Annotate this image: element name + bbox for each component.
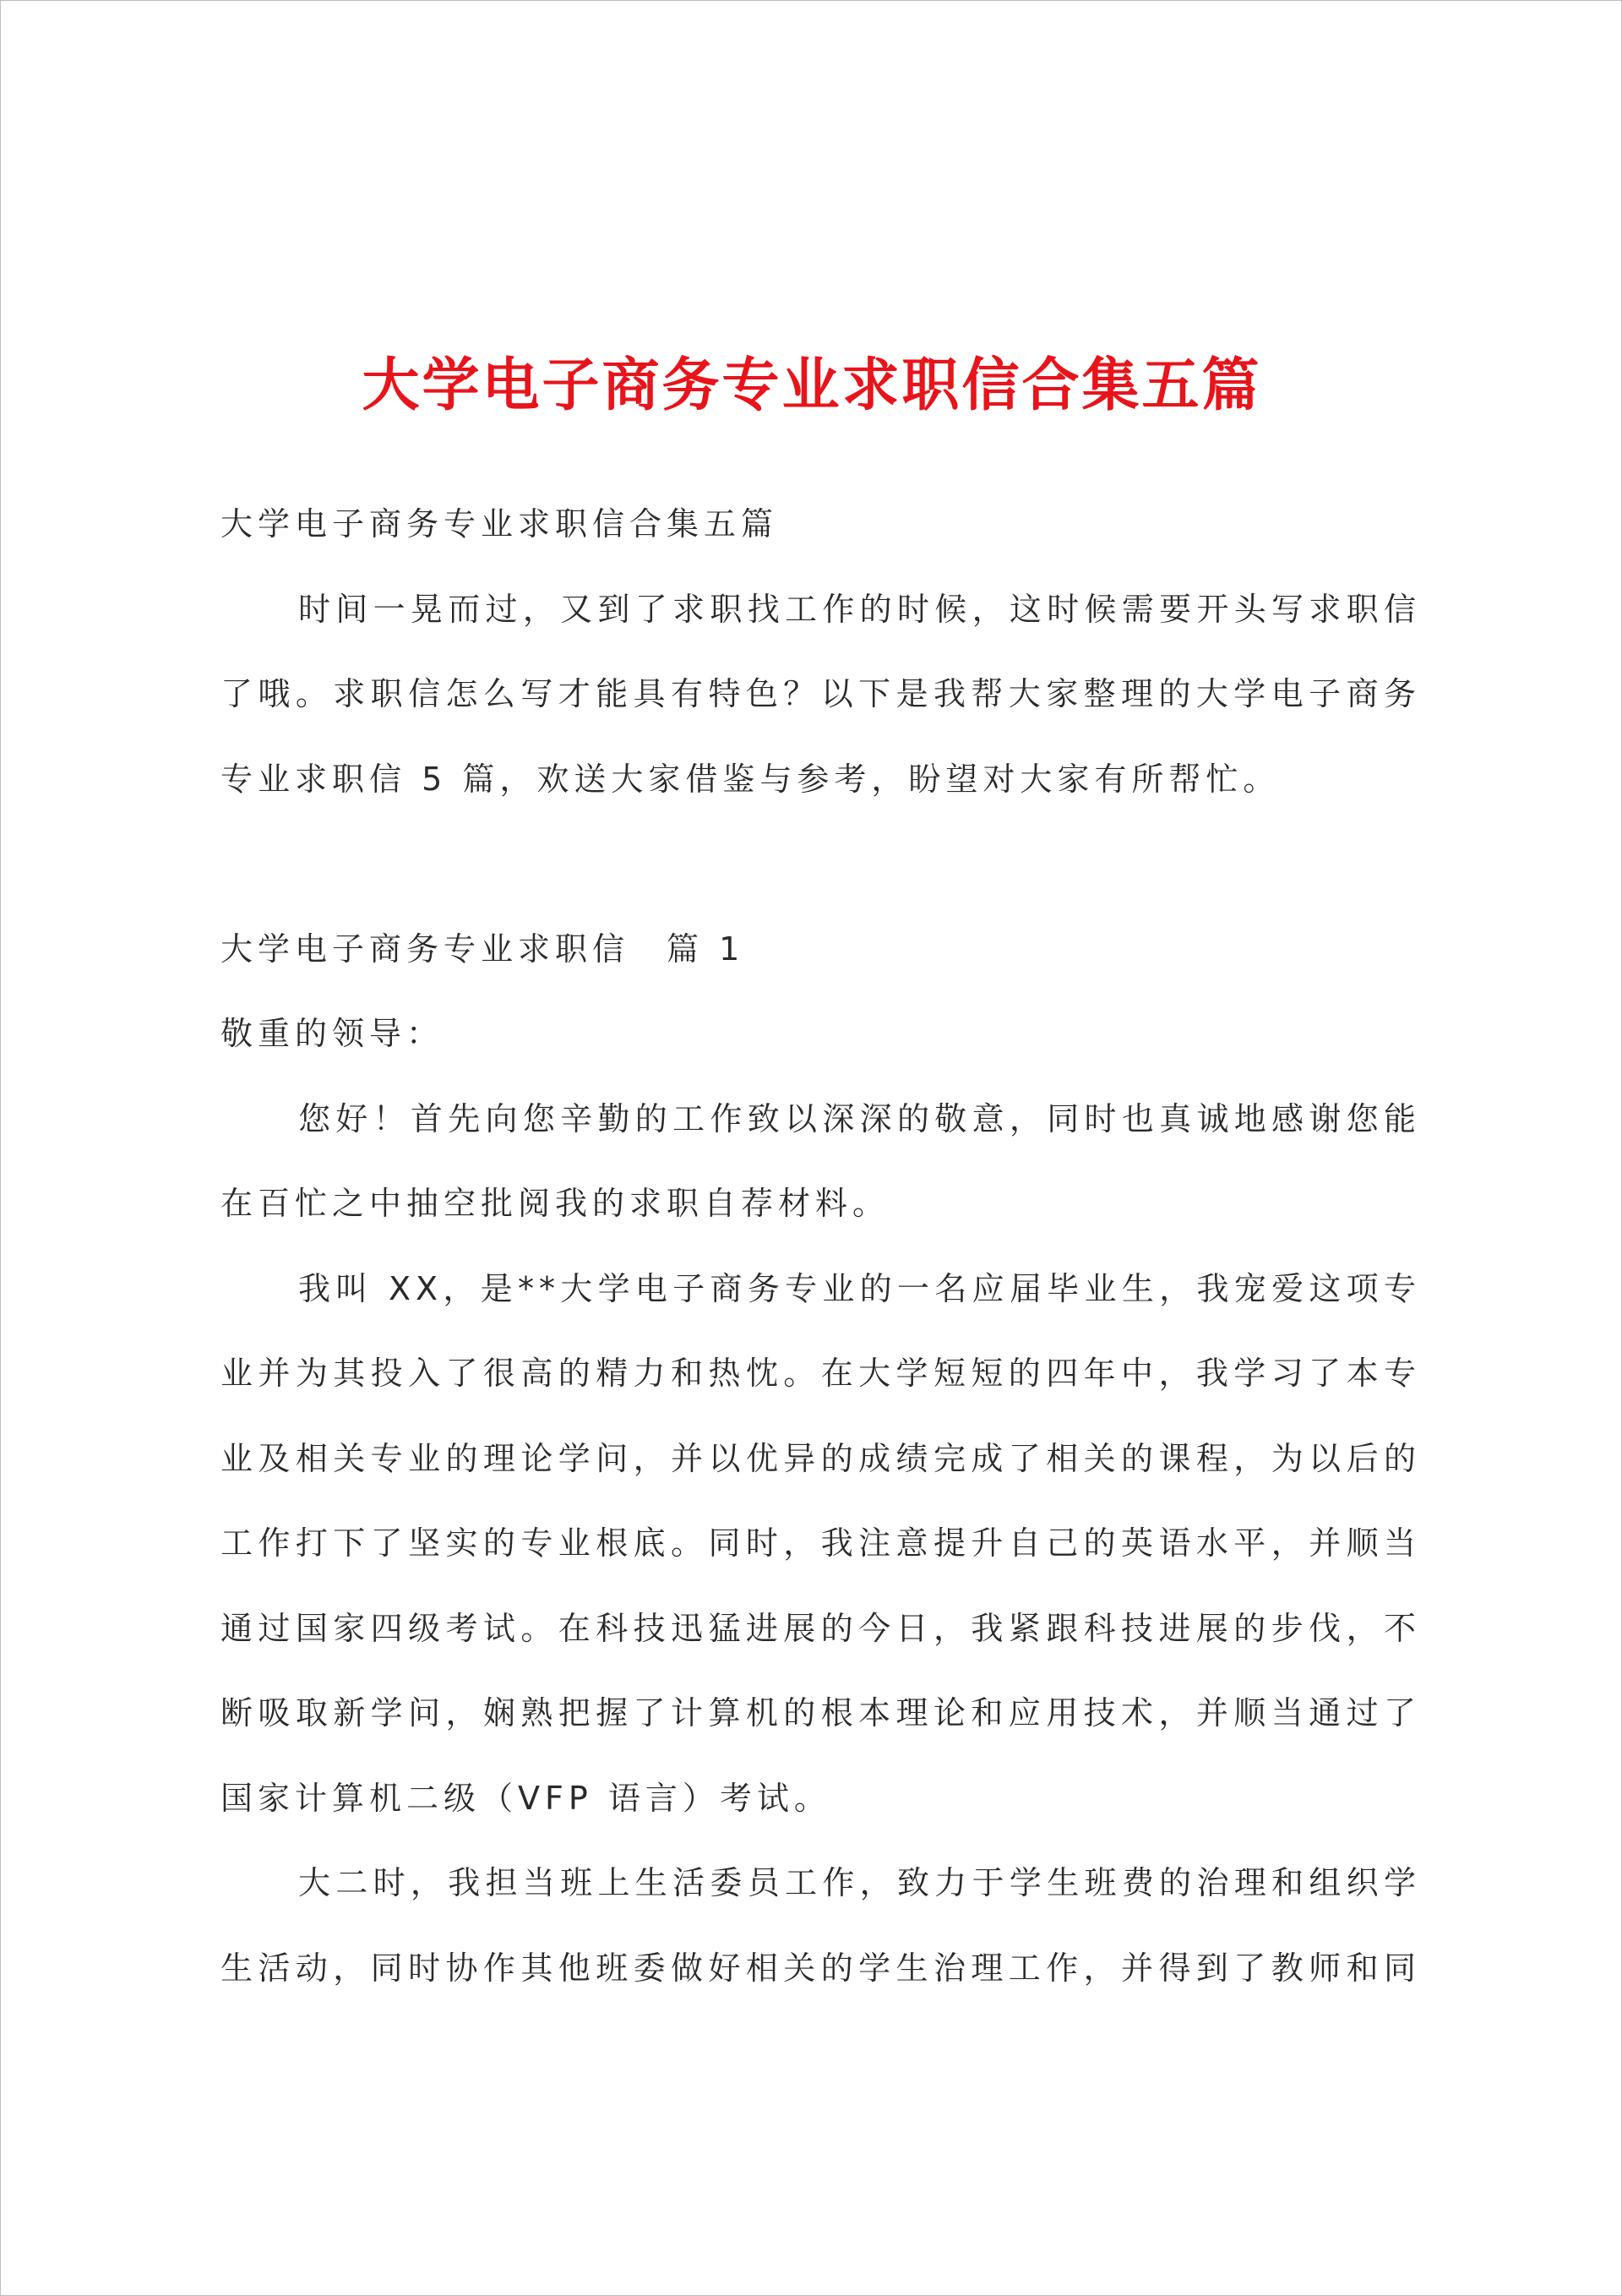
paragraph-line: 您好！首先向您辛勤的工作致以深深的敬意，同时也真诚地感谢您能: [298, 1099, 1421, 1137]
paragraph-line: 工作打下了坚实的专业根底。同时，我注意提升自己的英语水平，并顺当: [220, 1524, 1421, 1562]
spacer: [220, 821, 1421, 907]
document-subtitle: 大学电子商务专业求职信合集五篇: [220, 505, 779, 543]
document-body: [220, 482, 1421, 2010]
paragraph-line: 断吸取新学问，娴熟把握了计算机的根本理论和应用技术，并顺当通过了: [220, 1694, 1421, 1732]
paragraph-line: 业并为其投入了很高的精力和热忱。在大学短短的四年中，我学习了本专: [220, 1355, 1421, 1392]
document-title: 大学电子商务专业求职信合集五篇: [362, 352, 1262, 419]
paragraph-line: 生活动，同时协作其他班委做好相关的学生治理工作，并得到了教师和同: [220, 1949, 1421, 1987]
salutation: 敬重的领导：: [220, 1015, 444, 1052]
section-heading: 大学电子商务专业求职信 篇 1: [220, 930, 745, 968]
paragraph-line: 大二时，我担当班上生活委员工作，致力于学生班费的治理和组织学: [298, 1864, 1421, 1901]
paragraph-line: 国家计算机二级（VFP 语言）考试。: [220, 1779, 831, 1817]
intro-line: 专业求职信 5 篇，欢送大家借鉴与参考，盼望对大家有所帮忙。: [220, 760, 1281, 798]
paragraph-line: 我叫 XX，是**大学电子商务专业的一名应届毕业生，我宠爱这项专: [298, 1269, 1421, 1307]
paragraph-line: 通过国家四级考试。在科技迅猛进展的今日，我紧跟科技进展的步伐，不: [220, 1609, 1421, 1647]
paragraph-line: 在百忙之中抽空批阅我的求职自荐材料。: [220, 1185, 890, 1222]
intro-line: 了哦。求职信怎么写才能具有特色？以下是我帮大家整理的大学电子商务: [220, 675, 1421, 712]
paragraph-line: 业及相关专业的理论学问，并以优异的成绩完成了相关的课程，为以后的: [220, 1439, 1421, 1477]
intro-line: 时间一晃而过，又到了求职找工作的时候，这时候需要开头写求职信: [298, 590, 1421, 628]
